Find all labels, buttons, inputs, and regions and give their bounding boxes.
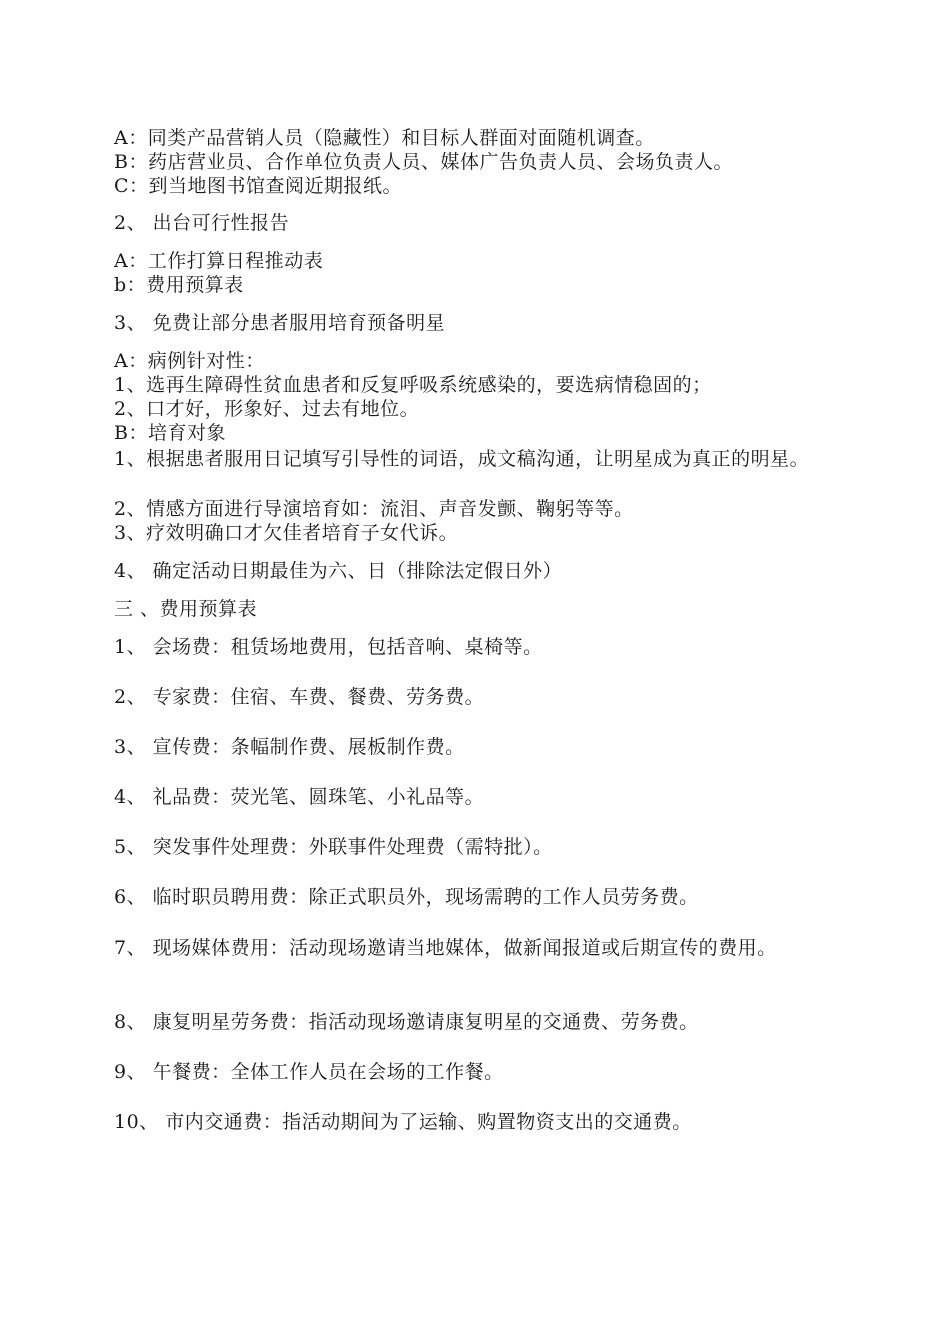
case-criteria-1: 1、选再生障碍性贫血患者和反复呼吸系统感染的，要选病情稳固的； — [114, 374, 712, 396]
survey-method-c: C：到当地图书馆查阅近期报纸。 — [114, 175, 403, 197]
section-2-heading: 2、 出台可行性报告 — [114, 212, 290, 234]
case-criteria-heading: A：病例针对性： — [114, 350, 265, 372]
budget-item-2: 2、 专家费：住宿、车费、餐费、劳务费。 — [114, 686, 485, 708]
training-item-3: 3、疗效明确口才欠佳者培育子女代诉。 — [114, 522, 459, 544]
section-4-heading: 4、 确定活动日期最佳为六、日（排除法定假日外） — [114, 560, 563, 582]
survey-method-a: A：同类产品营销人员（隐藏性）和目标人群面对面随机调查。 — [114, 127, 655, 149]
budget-item-8: 8、 康复明星劳务费：指活动现场邀请康复明星的交通费、劳务费。 — [114, 1011, 699, 1033]
budget-item-9: 9、 午餐费：全体工作人员在会场的工作餐。 — [114, 1061, 504, 1083]
case-criteria-2: 2、口才好，形象好、过去有地位。 — [114, 398, 420, 420]
report-item-b: b：费用预算表 — [114, 274, 244, 296]
budget-item-3: 3、 宣传费：条幅制作费、展板制作费。 — [114, 736, 465, 758]
budget-item-5: 5、 突发事件处理费：外联事件处理费（需特批）。 — [114, 836, 553, 858]
budget-item-6: 6、 临时职员聘用费：除正式职员外，现场需聘的工作人员劳务费。 — [114, 886, 699, 908]
training-item-1: 1、根据患者服用日记填写引导性的词语，成文稿沟通，让明星成为真正的明星。 — [114, 448, 810, 470]
budget-heading: 三 、费用预算表 — [114, 598, 258, 620]
survey-method-b: B：药店营业员、合作单位负责人员、媒体广告负责人员、会场负责人。 — [114, 151, 733, 173]
training-item-2: 2、情感方面进行导演培育如：流泪、声音发颤、鞠躬等等。 — [114, 498, 634, 520]
budget-item-1: 1、 会场费：租赁场地费用，包括音响、桌椅等。 — [114, 636, 543, 658]
budget-item-4: 4、 礼品费：荧光笔、圆珠笔、小礼品等。 — [114, 786, 485, 808]
budget-item-10: 10、 市内交通费：指活动期间为了运输、购置物资支出的交通费。 — [114, 1111, 692, 1133]
training-heading: B：培育对象 — [114, 422, 226, 444]
budget-item-7: 7、 现场媒体费用：活动现场邀请当地媒体，做新闻报道或后期宣传的费用。 — [114, 937, 777, 959]
section-3-heading: 3、 免费让部分患者服用培育预备明星 — [114, 312, 446, 334]
report-item-a: A：工作打算日程推动表 — [114, 250, 324, 272]
